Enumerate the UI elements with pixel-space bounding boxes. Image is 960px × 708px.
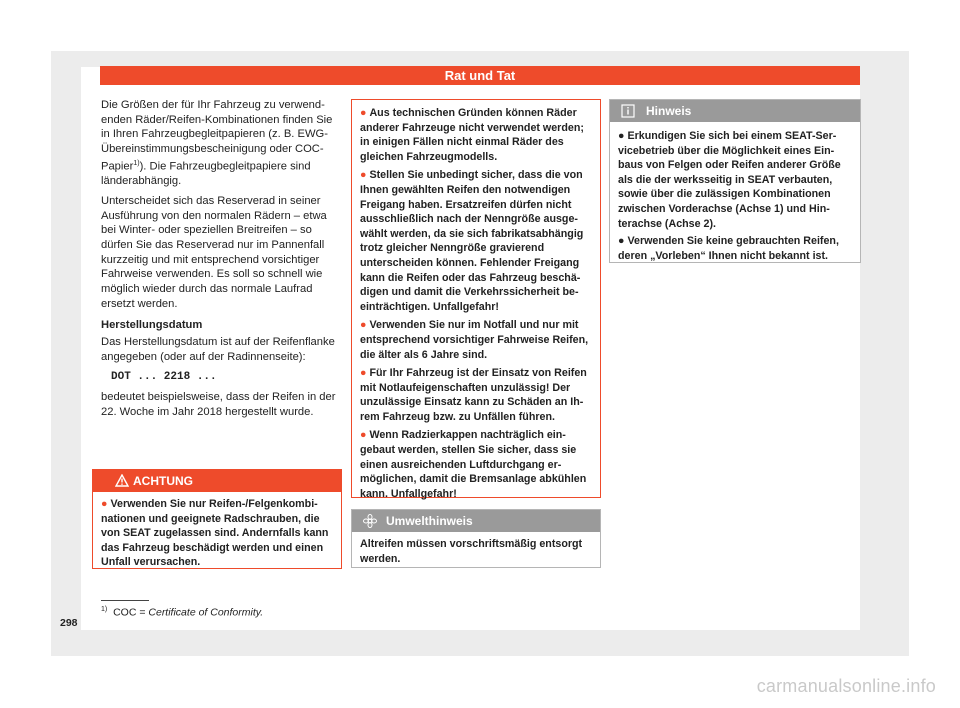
warning-item: ● Wenn Radzierkappen nachträglich eingebaut werden, stellen Sie sicher, dass sie einen ausreichenden Luftdurchgang ermöglichen, damit die Bremsanlage abkühlen kann. Unfallgefahr! [360,429,587,500]
note-title: Hinweis [646,104,692,118]
main-text-column [101,98,343,425]
warning-box [92,469,342,569]
environment-box [351,509,601,568]
warning-title: ACHTUNG [133,474,193,488]
warning-item: ● Aus technischen Gründen können Räder anderer Fahrzeuge nicht verwendet werden; in einigen Fällen nicht einmal Räder des gleichen Fahrzeugmodells. [360,107,584,163]
environment-header [352,510,600,532]
footnote: $^{1)}$ COC = Certificate of Conformity. [101,606,264,619]
environment-text: Altreifen müssen vorschriftsmäßig entsorgt werden. [360,538,583,565]
environment-icon [363,514,377,528]
note-item: ● Verwenden Sie keine gebrauchten Reifen, deren „Vorleben“ Ihnen nicht bekannt ist. [618,235,839,262]
page-number: 298 [60,617,78,629]
warning-box-continued [351,99,601,498]
footnote-reference: 1) [133,159,140,167]
note-item: ● Erkundigen Sie sich bei einem SEAT-Servicebetrieb über die Möglichkeit eines Einbaus von Felgen oder Reifen anderer Größe als die der werksseitig in SEAT verbauten, sowie über die zulässigen Kombinationen zwischen Vorderachse (Achse 1) und Hinterachse (Achse 2). [618,130,841,230]
manufacture-date-paragraph: Das Herstellungsdatum ist auf der Reifenflanke angegeben (oder auf der Radinnenseite): [101,336,335,363]
dot-code: DOT ... 2218 ... [111,370,217,383]
environment-title: Umwelthinweis [386,514,473,528]
note-box [609,99,861,263]
section-heading: Herstellungsdatum [101,318,203,331]
warning-item: ● Stellen Sie unbedingt sicher, dass die von Ihnen gewählten Reifen den notwendigen Freigang haben. Ersatzreifen dürfen nicht ausschließlich nach der Nenngröße ausgewählt werden, da sie sich fabrikatsabhängig trotz gleicher Nenngröße gravierend unterscheiden können. Fehlender Freigang kann die Reifen oder das Fahrzeug beschädigen und damit die Verkehrssicherheit beeinträchtigen. Unfallgefahr! [360,169,584,313]
warning-item: ● Für Ihr Fahrzeug ist der Einsatz von Reifen mit Notlaufeigenschaften unzulässig! Der unzulässige Einsatz kann zu Schäden an Ihrem Fahrzeug bzw. zu Unfällen führen. [360,367,587,423]
info-icon [621,104,635,118]
warning-item: ● Verwenden Sie nur Reifen-/Felgenkombinationen und geeignete Radschrauben, die von SEAT zugelassen sind. Andernfalls kann das Fahrzeug beschädigt werden und einen Unfall verursachen. [101,498,329,569]
warning-triangle-icon [115,474,129,487]
warning-header [93,470,341,492]
spare-wheel-paragraph: Unterscheidet sich das Reserverad in seiner Ausführung von den normalen Rädern – etwa bei Winter- oder speziellen Breitreifen – so dürfen Sie das Reserverad nur im Pannenfall kurzzeitig und mit entsprechend vorsichtiger Fahrweise verwenden. Es soll so schnell wie möglich wieder durch das normale Laufrad ersetzt werden. [101,194,327,310]
note-header [610,100,860,122]
page-header: Rat und Tat [100,66,860,85]
size-paragraph: Die Größen der für Ihr Fahrzeug zu verwendenden Räder/Reifen-Kombinationen finden Sie in Ihren Fahrzeugbegleitpapieren (z. B. EWG-Übereinstimmungsbescheinigung oder COC-Papier$^{1)}$). Die Fahrzeugbegleitpapiere sind länderabhängig. [101,99,333,188]
watermark: carmanualsonline.info [756,676,936,696]
footnote-divider [101,600,149,601]
example-paragraph: bedeutet beispielsweise, dass der Reifen in der 22. Woche im Jahr 2018 hergestellt wurde. [101,391,336,419]
warning-item: ● Verwenden Sie nur im Notfall und nur mit entsprechend vorsichtiger Fahrweise Reifen, die älter als 6 Jahre sind. [360,319,589,361]
